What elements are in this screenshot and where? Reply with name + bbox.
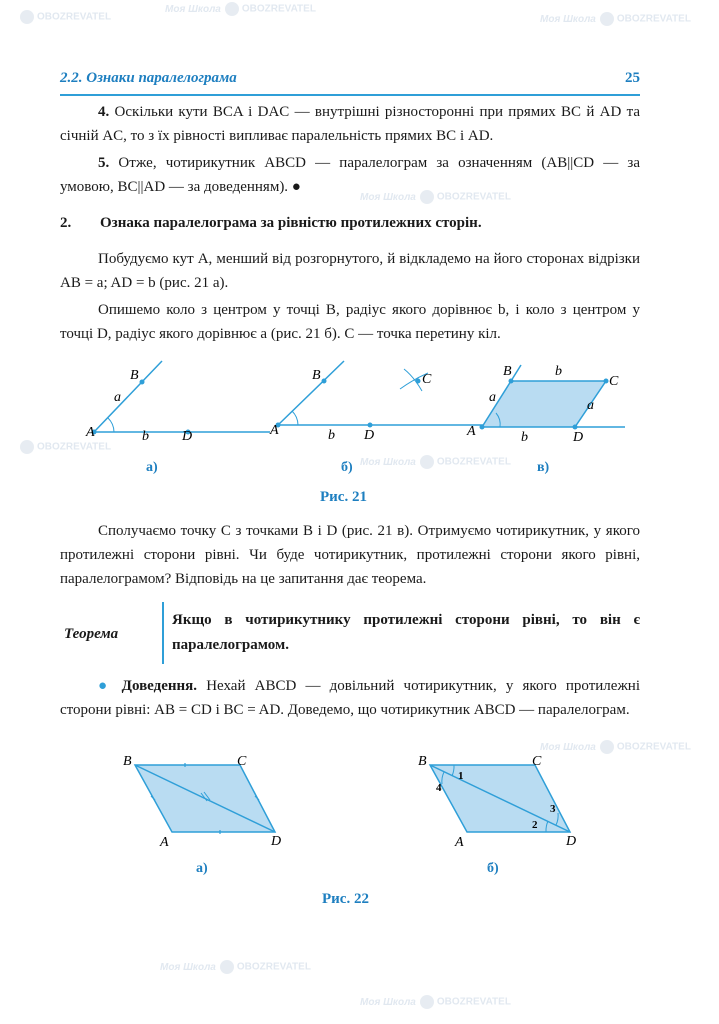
paragraph-5: 5. Отже, чотирикутник ABCD — паралелограм за означенням (AB||CD — за умовою, BC||AD — за доведенням). ● [60,155,641,195]
theorem-text: Якщо в чотирикутнику протилежні сторони рівні, то він є паралелограмом. [172,612,640,653]
watermark: OBOZREVATEL [20,440,111,454]
watermark: Моя Школа OBOZREVATEL [160,961,311,973]
svg-text:a: a [114,390,121,405]
connect-paragraph: Сполучаємо точку C з точками B і D (рис. 21 в). Отримуємо чотирикутник, у якого протилежні сторони рівні. Чи буде чотирикутник, протилежні сторони якого рівні, паралелограмом? Відповідь на це запитання дає теорема. [60,523,640,587]
fig21-label-c: в) [537,460,550,475]
fig21-caption: Рис. 21 [320,489,367,505]
svg-text:4: 4 [436,782,442,794]
svg-text:b: b [328,428,335,443]
page-number: 25 [625,70,640,86]
fig21-label-b: б) [341,460,353,475]
figure-22 [115,745,590,855]
top-paragraphs [60,100,640,202]
figure-21 [80,355,650,450]
paragraph-circles: Опишемо коло з центром у точці B, радіус якого дорівнює b, і коло з центром у точці D, радіус якого дорівнює a (рис. 21 б). C — точка перетину кіл. [60,302,640,342]
svg-text:C: C [237,754,247,769]
svg-text:B: B [312,368,321,383]
fig21a [85,361,270,444]
paragraph-4: 4. Оскільки кути BCA і DAC — внутрішні різносторонні при прямих BC й AD та січній AC, то з їх рівності випливає паралельність прямих BC і AD. [60,104,641,144]
section-heading: 2. Ознака паралелограма за рівністю протилежних сторін. [60,215,482,231]
section-title: 2.2. Ознаки паралелограма [60,70,237,86]
page-header [60,70,640,96]
body-paragraphs [60,247,640,349]
fig21c [466,364,625,445]
watermark: OBOZREVATEL [20,10,111,24]
svg-text:B: B [123,754,132,769]
watermark: Моя Школа OBOZREVATEL [540,741,691,753]
svg-text:b: b [521,430,528,445]
svg-text:B: B [418,754,427,769]
svg-text:b: b [555,364,562,379]
theorem-divider [162,602,164,664]
theorem-label: Теорема [64,626,119,642]
svg-text:C: C [532,754,542,769]
watermark: Моя Школа OBOZREVATEL [360,456,511,468]
svg-text:D: D [182,429,193,444]
svg-text:A: A [455,835,464,850]
svg-text:A: A [467,424,476,439]
svg-text:a: a [587,398,594,413]
svg-text:D: D [364,428,375,443]
svg-text:B: B [503,364,512,379]
svg-text:C: C [422,372,432,387]
fig22a [123,754,281,850]
proof-paragraph: ● Доведення. Нехай ABCD — довільний чотирикутник, у якого протилежні сторони рівні: AB = CD і BC = AD. Доведемо, що чотирикутник ABCD — паралелограм. [60,678,641,718]
fig22-caption: Рис. 22 [322,891,369,907]
watermark: Моя Школа OBOZREVATEL [360,191,511,203]
watermark: Моя Школа OBOZREVATEL [165,3,316,15]
svg-text:b: b [142,429,149,444]
svg-text:a: a [489,390,496,405]
watermark: Моя Школа OBOZREVATEL [540,13,691,25]
svg-text:A: A [160,835,169,850]
fig22b [418,754,576,850]
svg-text:A: A [270,423,279,438]
svg-text:C: C [609,374,619,389]
fig21-label-a: а) [146,460,158,475]
svg-text:D: D [573,430,584,445]
watermark: Моя Школа OBOZREVATEL [360,996,511,1008]
paragraph-build: Побудуємо кут A, менший від розгорнутого, й відкладемо на його сторонах відрізки AB = a; AD = b (рис. 21 а). [60,251,640,291]
fig22-label-a: а) [196,861,208,876]
svg-text:2: 2 [532,819,538,831]
svg-text:B: B [130,368,139,383]
svg-text:D: D [271,834,282,849]
svg-text:A: A [86,425,95,440]
svg-text:3: 3 [550,803,556,815]
fig22-label-b: б) [487,861,499,876]
svg-text:1: 1 [458,770,464,782]
svg-text:D: D [566,834,577,849]
